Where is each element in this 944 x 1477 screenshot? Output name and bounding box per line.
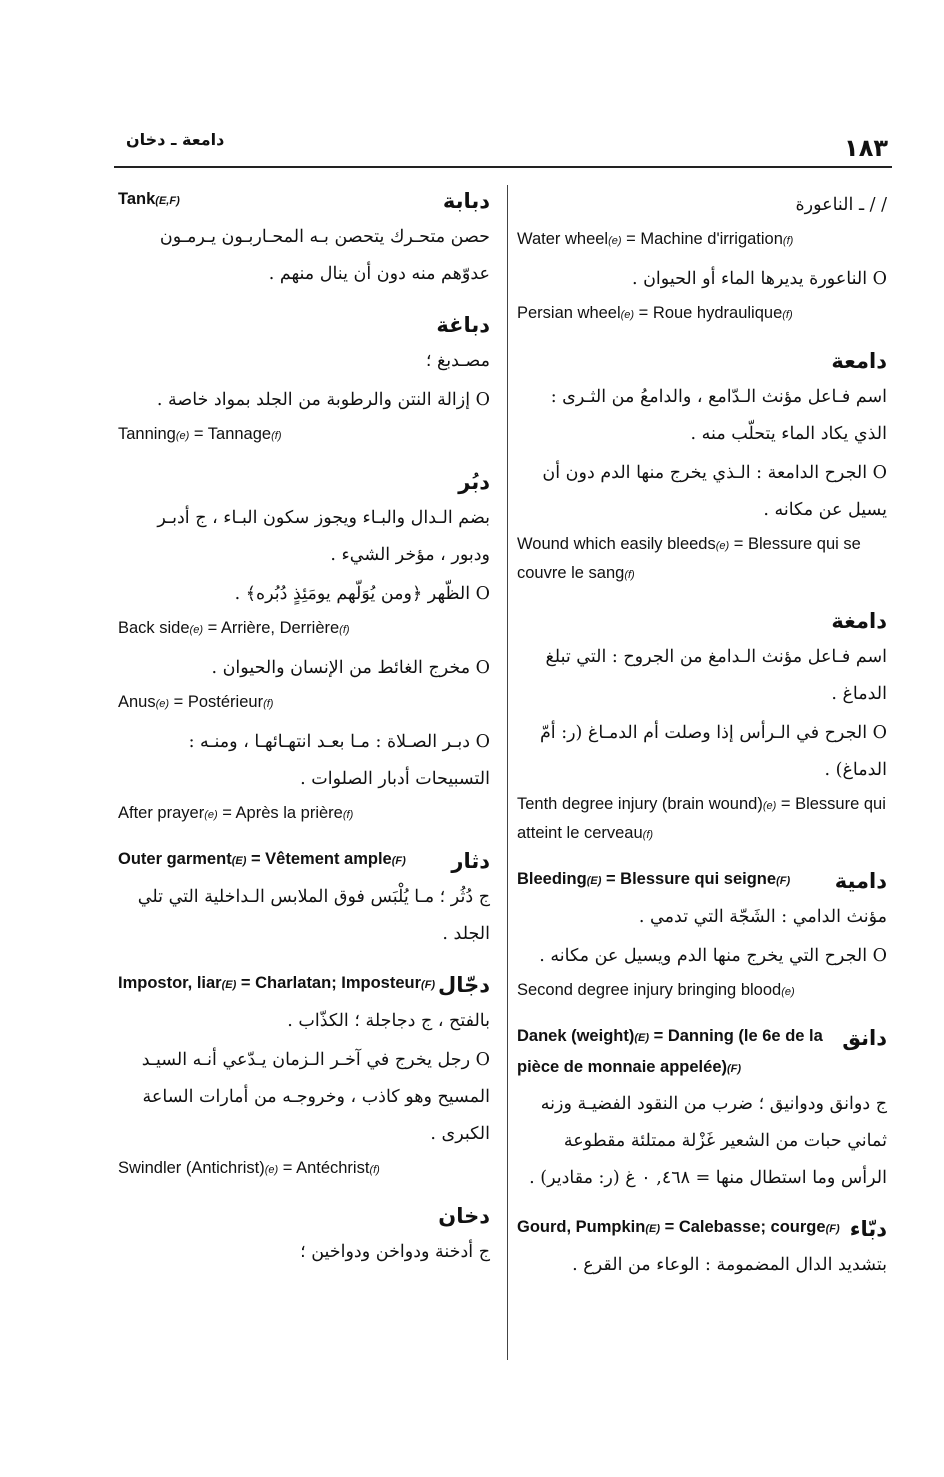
entry-head-row [118, 969, 490, 1001]
english-headword: Impostor, liar(E) = Charlatan; Imposteur(F) [118, 974, 436, 992]
entry-head-row [118, 309, 490, 341]
arabic-definition: مصـدبغ ؛ [425, 351, 490, 371]
arabic-definition: ج أدخنة ودواخن ودواخين ؛ [300, 1242, 490, 1262]
arabic-definition: O إزالة النتن والرطوبة من الجلد بمواد خاصة . [156, 390, 490, 410]
translation-line: Persian wheel(e) = Roue hydraulique(f) [517, 304, 793, 322]
entry-head-row [118, 845, 490, 877]
dictionary-entry [517, 345, 887, 589]
dictionary-entry [118, 969, 490, 1184]
arabic-definition: ج دوانق ودوانيق ؛ ضرب من النقود الفضيـة وزنه ثماني حبات من الشعير غَزْلة ممتلئة مقطوعة الرأس وما استطال منها = ٤٦٨, ٠ غ (ر: مقادير) . [529, 1094, 887, 1188]
dictionary-entry [517, 187, 887, 329]
headword: دبابة [442, 189, 490, 213]
arabic-definition: O الجرح في الـرأس إذا وصلت أم الدمـاغ (ر: أمّ الدماغ) . [539, 723, 887, 780]
entry-head-row [517, 1022, 887, 1084]
arabic-definition: بضم الـدال والبـاء ويجوز سكون البـاء ، ج أدبـر ودبور ، مؤخر الشيء . [157, 508, 490, 565]
dictionary-entry [118, 309, 490, 450]
english-headword: Outer garment(E) = Vêtement ample(F) [118, 850, 406, 868]
entry-head-row [517, 1213, 887, 1245]
headword: دثار [451, 849, 490, 873]
translation-line: Water wheel(e) = Machine d'irrigation(f) [517, 230, 794, 248]
arabic-definition: O مخرج الغائط من الإنسان والحيوان . [211, 658, 490, 678]
english-headword: Gourd, Pumpkin(E) = Calebasse; courge(F) [517, 1218, 840, 1236]
right-column [517, 185, 887, 1300]
headword: دامعة [831, 349, 887, 373]
dictionary-entry [118, 185, 490, 293]
dictionary-entry [517, 865, 887, 1006]
entry-head-row [118, 466, 490, 498]
translation-line: Anus(e) = Postérieur(f) [118, 693, 274, 711]
dictionary-entry [517, 1022, 887, 1197]
headword: دباغة [436, 313, 490, 337]
translation-line: Tenth degree injury (brain wound)(e) = Blessure qui atteint le cerveau(f) [517, 795, 886, 842]
headword: دجّال [437, 973, 490, 997]
headword: دامغة [831, 609, 887, 633]
left-column [118, 185, 490, 1287]
arabic-definition: O الجرح التي يخرج منها الدم ويسيل عن مكانه . [539, 946, 887, 966]
dictionary-entry [517, 605, 887, 849]
arabic-definition: O رجل يخرج في آخـر الـزمان يـدّعي أنـه السيـد المسيح وهو كاذب ، وخروجـه من أمارات الساعة الكبرى . [141, 1050, 490, 1144]
headword: دانق [842, 1026, 887, 1050]
headword: دبّاء [849, 1217, 887, 1241]
header-rule [114, 166, 892, 168]
dictionary-entry [118, 1200, 490, 1271]
page-number: ١٨٣ [844, 134, 888, 162]
arabic-definition: بالفتح ، ج دجاجلة ؛ الكذّاب . [287, 1011, 490, 1031]
arabic-definition: اسم فـاعل مؤنث الـدامغ من الجروح : التي تبلغ الدماغ . [545, 647, 887, 704]
translation-line: After prayer(e) = Après la prière(f) [118, 804, 354, 822]
entry-head-row [517, 345, 887, 377]
arabic-definition: مؤنث الدامي : الشَجّة التي تدمي . [638, 907, 887, 927]
dictionary-entry [118, 845, 490, 953]
arabic-definition: بتشديد الدال المضمومة : الوعاء من القرع . [572, 1255, 887, 1275]
column-divider [507, 185, 508, 1360]
english-headword: Bleeding(E) = Blessure qui seigne(F) [517, 870, 791, 888]
arabic-definition: O الناعورة يديرها الماء أو الحيوان . [631, 269, 887, 289]
english-headword: Danek (weight)(E) = Danning (le 6e de la pièce de monnaie appelée)(F) [517, 1027, 823, 1076]
entry-head-row [118, 1200, 490, 1232]
running-head: دامعة ـ دخان [126, 130, 225, 149]
translation-line: Tanning(e) = Tannage(f) [118, 425, 282, 443]
headword: دخان [438, 1204, 490, 1228]
arabic-definition: O دبـر الصـلاة : مـا بعـد انتهـائهـا ، ومنـه : التسبيحات أدبار الصلوات . [188, 732, 490, 789]
english-headword: Tank(E,F) [118, 190, 180, 208]
dictionary-entry [118, 466, 490, 829]
translation-line: Back side(e) = Arrière, Derrière(f) [118, 619, 350, 637]
arabic-definition: حصن متحـرك يتحصن بـه المحـاربـون يـرمـون عدوّهم منه دون أن ينال منهم . [159, 227, 490, 284]
arabic-definition: O الظّهر ﴿ومن يُوَلّهم يومَئِذٍ دُبُره﴾ . [234, 584, 490, 604]
translation-line: Second degree injury bringing blood(e) [517, 981, 795, 999]
translation-line: Wound which easily bleeds(e) = Blessure qui se couvre le sang(f) [517, 535, 861, 582]
entry-head-row [517, 865, 887, 897]
translation-line: Swindler (Antichrist)(e) = Antéchrist(f) [118, 1159, 380, 1177]
headword: دبُر [458, 470, 490, 494]
dictionary-entry [517, 1213, 887, 1284]
entry-head-row [517, 605, 887, 637]
headword: دامية [834, 869, 887, 893]
entry-head-row [118, 185, 490, 217]
arabic-definition: / / ـ الناعورة [795, 195, 887, 215]
arabic-definition: اسم فـاعل مؤنث الـدّامع ، والدامعُ من الثـرى : الذي يكاد الماء يتحلّب منه . [550, 387, 887, 444]
arabic-definition: ج دُثُر ؛ مـا يُلْبَس فوق الملابس الـداخلية التي تلي الجلد . [137, 887, 490, 944]
arabic-definition: O الجرح الدامعة : الـذي يخرج منها الدم دون أن يسيل عن مكانه . [542, 463, 887, 520]
page-header [118, 128, 888, 168]
